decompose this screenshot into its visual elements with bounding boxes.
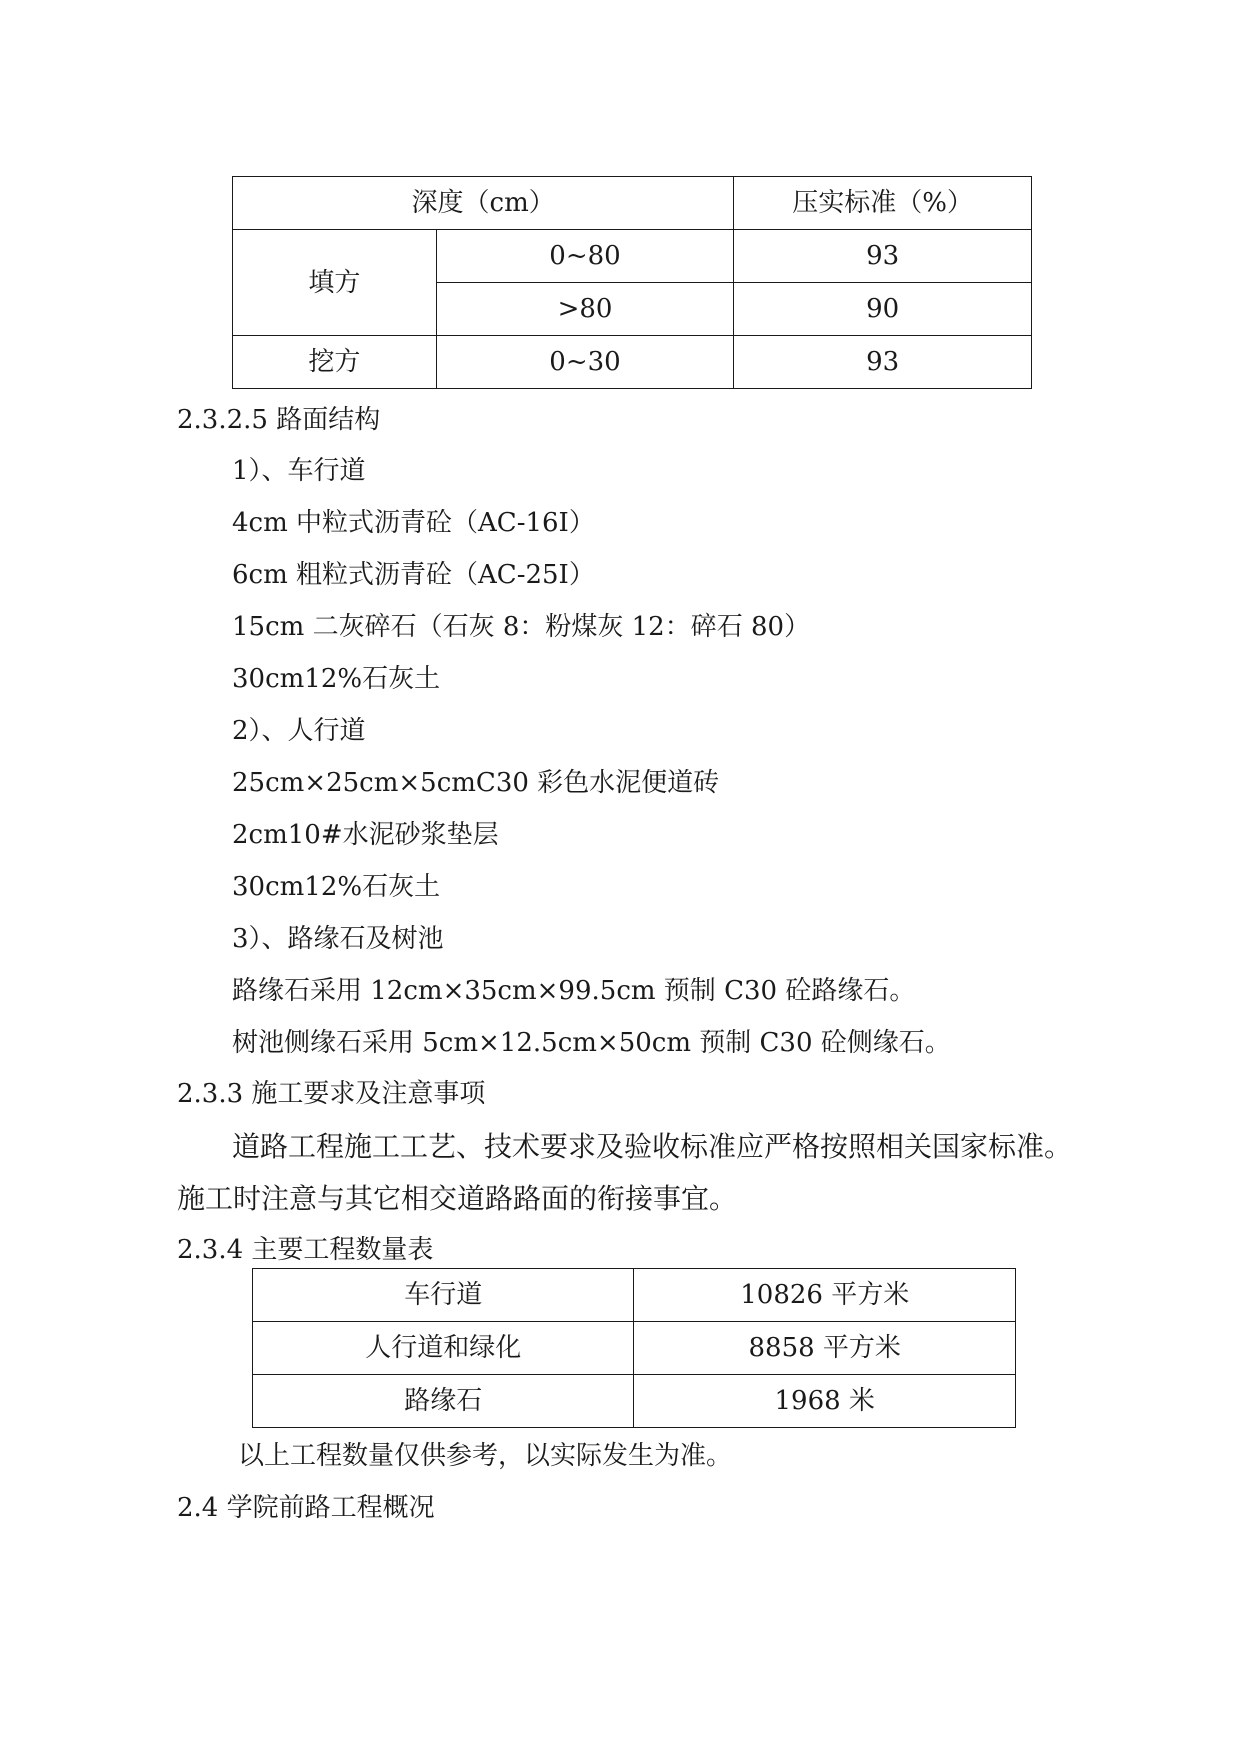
table-row: [253, 1375, 1016, 1428]
sidewalk-layer: 25cm×25cm×5cmC30 彩色水泥便道砖: [232, 768, 720, 798]
section-heading-pavement: 2.3.2.5 路面结构: [177, 405, 381, 435]
quantity-amount-cell: 1968 米: [634, 1375, 1016, 1428]
table-header-depth: 深度（cm）: [233, 177, 734, 230]
table-row: [253, 1269, 1016, 1322]
compaction-standard-table: [232, 176, 1032, 389]
fill-value-cell: 90: [734, 283, 1032, 336]
quantity-amount-cell: 8858 平方米: [634, 1322, 1016, 1375]
cut-label-cell: 挖方: [233, 336, 437, 389]
quantity-item-cell: 路缘石: [253, 1375, 634, 1428]
section-heading-quantities: 2.3.4 主要工程数量表: [177, 1235, 434, 1265]
construction-paragraph: 道路工程施工工艺、技术要求及验收标准应严格按照相关国家标准。: [232, 1130, 1073, 1163]
fill-label-cell: 填方: [233, 230, 437, 336]
cut-value-cell: 93: [734, 336, 1032, 389]
section-heading-construction: 2.3.3 施工要求及注意事项: [177, 1079, 486, 1109]
quantity-table: [252, 1268, 1016, 1428]
table-row: [233, 336, 1032, 389]
quantity-amount-cell: 10826 平方米: [634, 1269, 1016, 1322]
carriageway-layer: 15cm 二灰碎石（石灰 8：粉煤灰 12：碎石 80）: [232, 612, 811, 642]
quantity-item-cell: 车行道: [253, 1269, 634, 1322]
table-header-standard: 压实标准（%）: [734, 177, 1032, 230]
fill-depth-cell: >80: [436, 283, 734, 336]
quantity-note: 以上工程数量仅供参考，以实际发生为准。: [238, 1441, 733, 1471]
curb-line: 路缘石采用 12cm×35cm×99.5cm 预制 C30 砼路缘石。: [232, 976, 916, 1006]
table-row: [233, 177, 1032, 230]
carriageway-layer: 30cm12%石灰土: [232, 664, 441, 694]
subheading-curb: 3）、路缘石及树池: [232, 924, 444, 954]
section-heading-next: 2.4 学院前路工程概况: [177, 1493, 435, 1523]
quantity-item-cell: 人行道和绿化: [253, 1322, 634, 1375]
fill-value-cell: 93: [734, 230, 1032, 283]
subheading-carriageway: 1）、车行道: [232, 456, 366, 486]
curb-line: 树池侧缘石采用 5cm×12.5cm×50cm 预制 C30 砼侧缘石。: [232, 1028, 951, 1058]
carriageway-layer: 6cm 粗粒式沥青砼（AC-25I）: [232, 560, 595, 590]
carriageway-layer: 4cm 中粒式沥青砼（AC-16I）: [232, 508, 595, 538]
cut-depth-cell: 0~30: [436, 336, 734, 389]
table-row: [253, 1322, 1016, 1375]
sidewalk-layer: 30cm12%石灰土: [232, 872, 441, 902]
sidewalk-layer: 2cm10#水泥砂浆垫层: [232, 820, 499, 850]
construction-paragraph-cont: 施工时注意与其它相交道路路面的衔接事宜。: [177, 1182, 738, 1215]
fill-depth-cell: 0~80: [436, 230, 734, 283]
subheading-sidewalk: 2）、人行道: [232, 716, 366, 746]
table-row: [233, 230, 1032, 283]
